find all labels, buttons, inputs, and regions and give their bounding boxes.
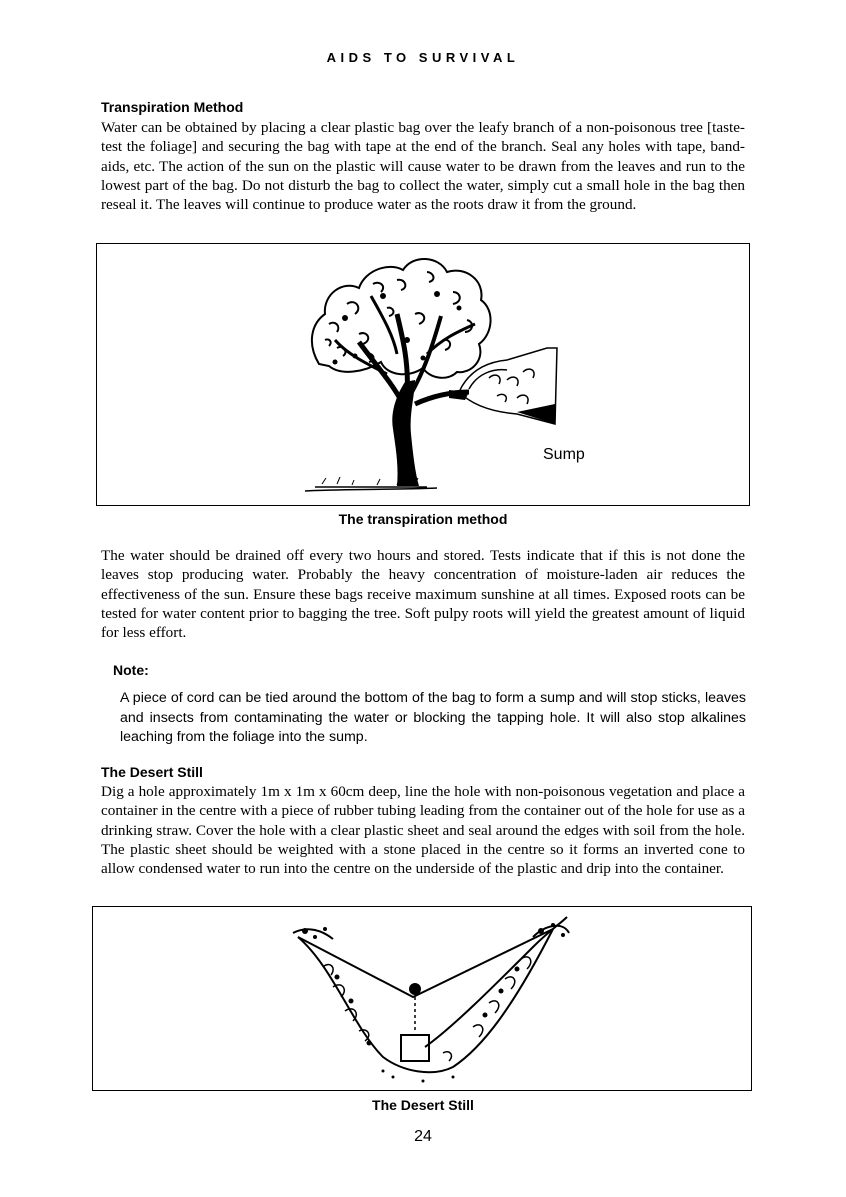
note-label: Note: (113, 662, 149, 678)
desert-still-title: The Desert Still (101, 764, 203, 780)
note-text: A piece of cord can be tied around the bottom of the bag to form a sump and will stop sticks, leaves and insects from contaminating the water or blocking the tapping hole. It will also stop alkalines leaching from the foliage into the sump. (120, 690, 746, 745)
transpiration-figure (96, 243, 750, 506)
transpiration-paragraph-2: The water should be drained off every two hours and stored. Tests indicate that if this is not done the leaves stop producing water. Probably the heavy concentration of moisture-laden air reduces the effectiveness of the sun. Ensure these bags receive maximum sunshine at all times. Exposed roots can be tested for water content prior to bagging the tree. Soft pulpy roots will yield the greatest amount of liquid for less effort. (101, 547, 745, 642)
transpiration-caption: The transpiration method (338, 511, 508, 527)
desert-still-figure (92, 906, 752, 1091)
transpiration-title: Transpiration Method (101, 99, 244, 115)
desert-still-caption: The Desert Still (372, 1097, 474, 1113)
running-header: AIDS TO SURVIVAL (326, 50, 520, 65)
desert-still-paragraph: Dig a hole approximately 1m x 1m x 60cm deep, line the hole with non-poisonous vegetation and place a container in the centre with a piece of rubber tubing leading from the container out of the hole for use as a drinking straw. Cover the hole with a clear plastic sheet and seal around the edges with soil from the hole. The plastic sheet should be weighted with a stone placed in the centre so it forms an inverted cone to allow condensed water to run into the centre on the underside of the plastic and drip into the container. (101, 783, 745, 878)
page-number: 24 (414, 1128, 432, 1145)
desert-still-illustration (93, 907, 750, 1089)
tree-illustration (97, 244, 748, 504)
transpiration-paragraph: Water can be obtained by placing a clear plastic bag over the leafy branch of a non-poisonous tree [taste-test the foliage] and securing the bag with tape at the end of the branch. Seal any holes with tape, band-aids, etc. The action of the sun on the plastic will cause water to be drawn from the leaves and run to the lowest part of the bag. Do not disturb the bag to collect the water, simply cut a small hole in the bag then reseal it. The leaves will continue to produce water as the roots draw it from the ground. (101, 119, 745, 214)
sump-label: Sump (543, 446, 585, 463)
